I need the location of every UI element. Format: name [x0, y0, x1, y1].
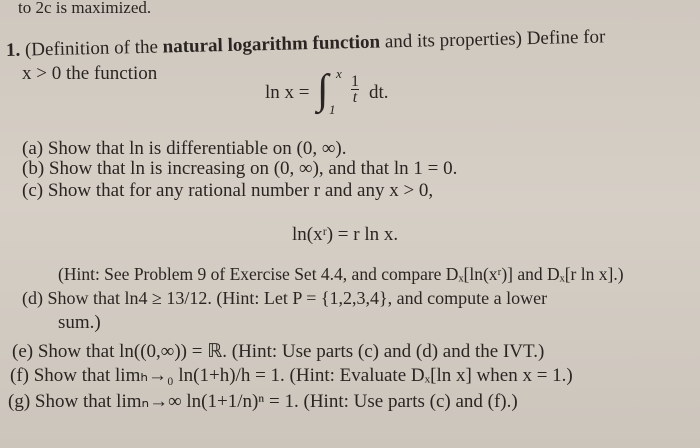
part-g: (g) Show that limₙ→∞ ln(1+1/n)ⁿ = 1. (Hint: Use parts (c) and (f).) — [8, 391, 518, 412]
definition-intro: x > 0 the function — [22, 63, 158, 84]
part-f: (f) Show that limₕ→₀ ln(1+h)/h = 1. (Hint: Evaluate Dₓ[ln x] when x = 1.) — [10, 365, 573, 386]
definition-equation — [265, 66, 465, 122]
part-d-line1: (d) Show that ln4 ≥ 13/12. (Hint: Let P = {1,2,3,4}, and compute a lower — [22, 288, 548, 308]
problem-heading — [6, 26, 606, 62]
part-b: (b) Show that ln is increasing on (0, ∞), and that ln 1 = 0. — [22, 158, 458, 179]
definition-tail: dt. — [369, 82, 389, 103]
problem-title-rest: and its properties) Define for — [379, 26, 606, 53]
fraction-denominator: t — [352, 89, 358, 106]
part-e: (e) Show that ln((0,∞)) = ℝ. (Hint: Use parts (c) and (d) and the IVT.) — [12, 341, 545, 362]
problem-title-open: (Definition of the — [24, 36, 163, 61]
fraction-numerator: 1 — [351, 73, 359, 90]
previous-text-line: to 2c is maximized. — [18, 0, 152, 17]
integrand-fraction — [351, 74, 359, 105]
part-a: (a) Show that ln is differentiable on (0, ∞). — [22, 138, 347, 159]
part-d-line2: sum.) — [58, 312, 101, 333]
problem-number: 1. — [5, 39, 21, 61]
integral-upper-limit: x — [336, 66, 342, 81]
part-c-hint: (Hint: See Problem 9 of Exercise Set 4.4, and compare Dₓ[ln(xʳ)] and Dₓ[r ln x].) — [58, 264, 624, 284]
part-c-equation: ln(xʳ) = r ln x. — [292, 224, 399, 245]
part-c: (c) Show that for any rational number r and any x > 0, — [22, 180, 434, 201]
integral-sign: ∫ — [317, 67, 329, 113]
integral-lower-limit: 1 — [329, 102, 336, 117]
problem-title-bold: natural logarithm function — [162, 31, 381, 58]
definition-lhs: ln x = — [265, 82, 310, 103]
